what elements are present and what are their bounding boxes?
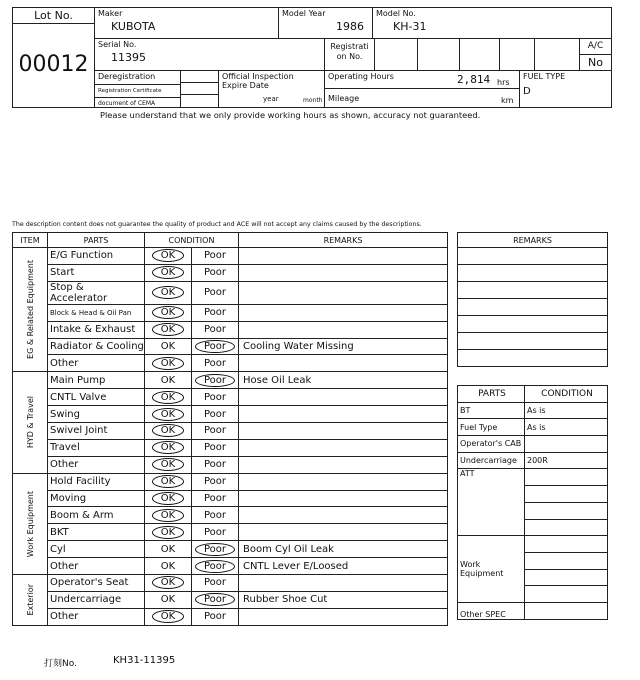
- ok-cell: [145, 439, 192, 456]
- ok-cell: [145, 372, 192, 389]
- table-row: [13, 524, 448, 541]
- operating-hours-cell: [325, 71, 520, 89]
- remark-cell: Boom Cyl Oil Leak: [239, 541, 448, 558]
- remark-cell: [239, 456, 448, 473]
- header-block: [12, 7, 612, 108]
- part-name: Travel: [48, 439, 145, 456]
- poor-label: Poor: [203, 493, 227, 505]
- ok-cell: [145, 355, 192, 372]
- part-name: Hold Facility: [48, 473, 145, 490]
- operating-hours-label: Operating Hours: [328, 72, 394, 81]
- table-row: [13, 591, 448, 608]
- right-parts-row: [458, 402, 608, 419]
- poor-label: Poor: [203, 391, 227, 403]
- remark-cell: [239, 524, 448, 541]
- hrs-unit: hrs: [497, 78, 510, 87]
- ok-circled: OK: [152, 408, 184, 421]
- poor-circled: Poor: [195, 340, 235, 353]
- right-parts-row: [458, 452, 608, 469]
- table-row: [13, 321, 448, 338]
- ok-cell: [145, 541, 192, 558]
- maker-value: KUBOTA: [111, 20, 156, 33]
- remark-cell: Rubber Shoe Cut: [239, 591, 448, 608]
- poor-cell: [192, 608, 239, 625]
- remark-cell: CNTL Lever E/Loosed: [239, 558, 448, 575]
- table-header-row: [13, 233, 448, 248]
- right-parts-header-row: [458, 386, 608, 403]
- right-remarks-header-row: [458, 233, 608, 248]
- ok-circled: OK: [152, 424, 184, 437]
- table-row: [13, 439, 448, 456]
- ok-circled: OK: [152, 357, 184, 370]
- right-condition-header: CONDITION: [525, 386, 608, 403]
- ok-cell: [145, 423, 192, 440]
- table-row: [13, 490, 448, 507]
- condition-table: [12, 232, 448, 626]
- maker-cell: [95, 7, 279, 39]
- att-label: ATT: [458, 469, 525, 536]
- part-name: Stop & Accelerator: [48, 281, 145, 304]
- remark-cell: Cooling Water Missing: [239, 338, 448, 355]
- item-header: ITEM: [13, 233, 48, 248]
- part-name: Other: [48, 608, 145, 625]
- remark-cell: [239, 473, 448, 490]
- poor-cell: [192, 575, 239, 592]
- poor-cell: [192, 338, 239, 355]
- poor-cell: [192, 406, 239, 423]
- deregistration-check-3: [181, 95, 219, 108]
- inspection-label: Official Inspection Expire Date: [222, 72, 294, 90]
- table-row: [13, 338, 448, 355]
- ac-value: No: [588, 56, 603, 69]
- serial-no-label: Serial No.: [98, 40, 137, 49]
- model-no-label: Model No.: [376, 9, 416, 18]
- part-name: Intake & Exhaust: [48, 321, 145, 338]
- fuel-type-label: FUEL TYPE: [523, 72, 566, 81]
- work-equipment-value: [525, 552, 608, 569]
- ok-cell: [145, 490, 192, 507]
- table-row: [13, 456, 448, 473]
- poor-label: Poor: [203, 459, 227, 471]
- work-equipment-value: [525, 536, 608, 553]
- item-group-cell: [13, 575, 48, 626]
- parts-header: PARTS: [48, 233, 145, 248]
- poor-label: Poor: [203, 250, 227, 262]
- ok-cell: [145, 264, 192, 281]
- remark-cell: [239, 321, 448, 338]
- ok-circled: OK: [152, 391, 184, 404]
- item-group-label: Exterior: [25, 584, 35, 616]
- part-name: BKT: [48, 524, 145, 541]
- poor-label: Poor: [203, 267, 227, 279]
- lot-no-label: Lot No.: [13, 8, 94, 24]
- ok-label: OK: [160, 543, 176, 555]
- table-row: [13, 558, 448, 575]
- poor-cell: [192, 541, 239, 558]
- poor-label: Poor: [203, 577, 227, 589]
- remark-cell: [239, 264, 448, 281]
- ok-cell: [145, 608, 192, 625]
- ac-label: A/C: [580, 39, 611, 55]
- remark-cell: [239, 423, 448, 440]
- other-spec-value: [525, 602, 608, 619]
- registration-label-cell: [325, 39, 375, 71]
- ok-label: OK: [160, 594, 176, 606]
- ok-circled: OK: [152, 509, 184, 522]
- remark-cell: [239, 389, 448, 406]
- part-name: Main Pump: [48, 372, 145, 389]
- part-name: CNTL Valve: [48, 389, 145, 406]
- ok-cell: [145, 524, 192, 541]
- table-row: [13, 608, 448, 625]
- poor-cell: [192, 558, 239, 575]
- fuel-type-cell: [520, 71, 612, 108]
- operating-hours-value: 2,814: [457, 73, 491, 86]
- lot-box: [12, 7, 95, 108]
- right-part-name: BT: [458, 402, 525, 419]
- item-group-label: EG & Related Equipment: [25, 260, 35, 360]
- registration-box-2: [418, 39, 460, 71]
- ok-circled: OK: [152, 610, 184, 623]
- cema-label: document of CEMA: [98, 100, 156, 107]
- part-name: Undercarriage: [48, 591, 145, 608]
- model-year-cell: [279, 7, 373, 39]
- poor-label: Poor: [203, 526, 227, 538]
- poor-label: Poor: [203, 287, 227, 299]
- right-remarks-row: [458, 299, 608, 316]
- poor-cell: [192, 372, 239, 389]
- table-row: [13, 389, 448, 406]
- disclaimer-text: The description content does not guarantee the quality of product and ACE will not accept any claims caused by the descriptions.: [12, 221, 422, 228]
- reg-certificate-label: Registration Certificate: [95, 85, 180, 98]
- ok-cell: [145, 248, 192, 265]
- poor-label: Poor: [203, 425, 227, 437]
- ok-cell: [145, 558, 192, 575]
- year-label: year: [263, 95, 279, 103]
- part-name: Swivel Joint: [48, 423, 145, 440]
- ok-circled: OK: [152, 306, 184, 319]
- lot-no-value: 00012: [18, 52, 89, 77]
- right-remarks-table: [457, 232, 608, 367]
- part-name: Block & Head & Oil Pan: [48, 304, 145, 321]
- ok-cell: [145, 406, 192, 423]
- poor-label: Poor: [203, 442, 227, 454]
- item-group-label: Work Equipment: [25, 490, 35, 557]
- item-group-cell: [13, 248, 48, 372]
- ok-cell: [145, 281, 192, 304]
- work-equipment-label: Work Equipment: [458, 536, 525, 603]
- remark-cell: [239, 507, 448, 524]
- remark-cell: Hose Oil Leak: [239, 372, 448, 389]
- ac-cell: [580, 39, 612, 71]
- ok-circled: OK: [152, 266, 184, 279]
- inspection-cell: [219, 71, 325, 108]
- remarks-header: REMARKS: [239, 233, 448, 248]
- mileage-label: Mileage: [328, 94, 360, 103]
- poor-cell: [192, 389, 239, 406]
- right-part-condition: [525, 436, 608, 453]
- part-name: Cyl: [48, 541, 145, 558]
- right-parts-body: [458, 386, 608, 620]
- part-name: Other: [48, 355, 145, 372]
- right-part-condition: As is: [525, 402, 608, 419]
- ok-circled: OK: [152, 286, 184, 299]
- poor-cell: [192, 490, 239, 507]
- right-part-name: Operator's CAB: [458, 436, 525, 453]
- right-remarks-row: [458, 265, 608, 282]
- poor-label: Poor: [203, 509, 227, 521]
- remark-cell: [239, 248, 448, 265]
- ok-circled: OK: [152, 492, 184, 505]
- part-name: Radiator & Cooling: [48, 338, 145, 355]
- right-remarks-row: [458, 350, 608, 367]
- part-name: Swing: [48, 406, 145, 423]
- deregistration-cell: [95, 71, 181, 108]
- registration-label: Registrati on No.: [330, 42, 369, 61]
- ok-cell: [145, 575, 192, 592]
- right-part-name: Undercarriage: [458, 452, 525, 469]
- table-row: [13, 541, 448, 558]
- item-group-cell: [13, 372, 48, 473]
- right-remarks-row: [458, 316, 608, 333]
- condition-header: CONDITION: [145, 233, 239, 248]
- ok-circled: OK: [152, 458, 184, 471]
- ok-cell: [145, 473, 192, 490]
- ok-circled: OK: [152, 576, 184, 589]
- poor-cell: [192, 423, 239, 440]
- right-remarks-header: REMARKS: [458, 233, 608, 248]
- table-row: [13, 248, 448, 265]
- deregistration-check-1: [181, 71, 219, 83]
- part-name: Operator's Seat: [48, 575, 145, 592]
- att-value: [525, 486, 608, 503]
- remark-cell: [239, 304, 448, 321]
- poor-cell: [192, 304, 239, 321]
- ok-cell: [145, 456, 192, 473]
- table-row: [13, 406, 448, 423]
- work-equipment-value: [525, 586, 608, 603]
- registration-box-5: [535, 39, 580, 71]
- item-group-label: HYD & Travel: [25, 396, 35, 449]
- ok-circled: OK: [152, 249, 184, 262]
- deregistration-check-2: [181, 83, 219, 95]
- poor-cell: [192, 321, 239, 338]
- work-equipment-value: [525, 569, 608, 586]
- att-value: [525, 502, 608, 519]
- poor-label: Poor: [203, 408, 227, 420]
- att-value: [525, 519, 608, 536]
- remark-cell: [239, 490, 448, 507]
- ok-cell: [145, 338, 192, 355]
- condition-table-body: [13, 233, 448, 626]
- table-row: [13, 575, 448, 592]
- fuel-type-value: D: [523, 86, 531, 97]
- poor-label: Poor: [203, 476, 227, 488]
- poor-circled: Poor: [195, 374, 235, 387]
- right-parts-row: [458, 419, 608, 436]
- poor-cell: [192, 524, 239, 541]
- ok-label: OK: [160, 341, 176, 352]
- other-spec-label: Other SPEC: [458, 602, 525, 619]
- ok-circled: OK: [152, 441, 184, 454]
- poor-cell: [192, 281, 239, 304]
- remark-cell: [239, 281, 448, 304]
- km-unit: km: [501, 96, 514, 105]
- model-year-value: 1986: [336, 20, 364, 33]
- mileage-cell: [325, 89, 520, 108]
- registration-box-4: [500, 39, 535, 71]
- deregistration-label: Deregistration: [95, 71, 180, 85]
- registration-box-1: [375, 39, 418, 71]
- table-row: [13, 355, 448, 372]
- att-row: [458, 469, 608, 486]
- att-value: [525, 469, 608, 486]
- notice-text: Please understand that we only provide working hours as shown, accuracy not guaranteed.: [100, 110, 481, 120]
- ok-cell: [145, 389, 192, 406]
- serial-no-value: 11395: [111, 51, 146, 64]
- part-name: Other: [48, 558, 145, 575]
- other-spec-row: [458, 602, 608, 619]
- ok-cell: [145, 507, 192, 524]
- ok-circled: OK: [152, 526, 184, 539]
- right-part-condition: As is: [525, 419, 608, 436]
- table-row: [13, 507, 448, 524]
- maker-label: Maker: [98, 9, 123, 18]
- table-row: [13, 264, 448, 281]
- right-parts-table: [457, 385, 608, 620]
- poor-label: Poor: [203, 324, 227, 336]
- ok-circled: OK: [152, 475, 184, 488]
- part-name: Start: [48, 264, 145, 281]
- poor-label: Poor: [203, 357, 227, 369]
- poor-circled: Poor: [195, 543, 235, 556]
- remark-cell: [239, 355, 448, 372]
- right-parts-row: [458, 436, 608, 453]
- ok-label: OK: [160, 374, 176, 386]
- table-row: [13, 281, 448, 304]
- right-parts-header: PARTS: [458, 386, 525, 403]
- poor-cell: [192, 264, 239, 281]
- ok-cell: [145, 304, 192, 321]
- poor-circled: Poor: [195, 593, 235, 606]
- ok-circled: OK: [152, 323, 184, 336]
- poor-cell: [192, 507, 239, 524]
- item-group-cell: [13, 473, 48, 574]
- right-remarks-row: [458, 333, 608, 350]
- poor-cell: [192, 473, 239, 490]
- part-name: Boom & Arm: [48, 507, 145, 524]
- poor-label: Poor: [203, 611, 227, 623]
- registration-box-3: [460, 39, 500, 71]
- serial-cell: [95, 39, 325, 71]
- part-name: E/G Function: [48, 248, 145, 265]
- table-row: [13, 473, 448, 490]
- ok-label: OK: [160, 560, 176, 572]
- stamp-value: KH31-11395: [113, 655, 176, 666]
- model-no-cell: [373, 7, 612, 39]
- poor-circled: Poor: [195, 560, 235, 573]
- remark-cell: [239, 608, 448, 625]
- model-no-value: KH-31: [393, 20, 427, 33]
- table-row: [13, 423, 448, 440]
- part-name: Other: [48, 456, 145, 473]
- model-year-label: Model Year: [282, 9, 326, 18]
- table-row: [13, 372, 448, 389]
- poor-cell: [192, 355, 239, 372]
- ok-cell: [145, 321, 192, 338]
- right-remarks-row: [458, 248, 608, 265]
- month-label: month: [303, 97, 323, 104]
- poor-cell: [192, 248, 239, 265]
- poor-cell: [192, 439, 239, 456]
- remark-cell: [239, 439, 448, 456]
- part-name: Moving: [48, 490, 145, 507]
- right-remarks-row: [458, 282, 608, 299]
- poor-cell: [192, 591, 239, 608]
- right-part-name: Fuel Type: [458, 419, 525, 436]
- remark-cell: [239, 406, 448, 423]
- right-part-condition: 200R: [525, 452, 608, 469]
- stamp-label: 打刻No.: [44, 659, 77, 669]
- ok-cell: [145, 591, 192, 608]
- remark-cell: [239, 575, 448, 592]
- poor-label: Poor: [203, 307, 227, 319]
- work-equipment-row: [458, 536, 608, 553]
- table-row: [13, 304, 448, 321]
- poor-cell: [192, 456, 239, 473]
